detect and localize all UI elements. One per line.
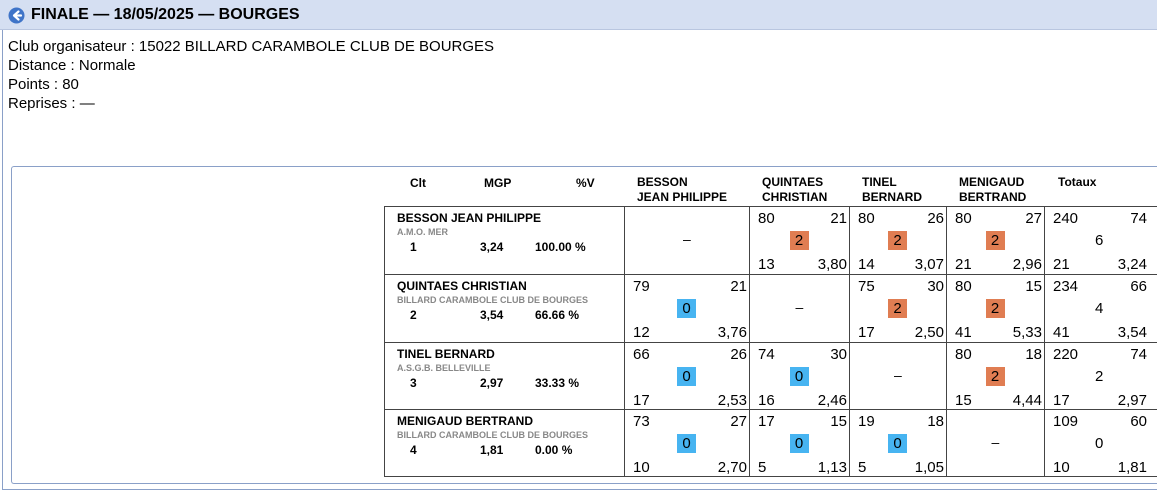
total-serie: 41 (1053, 324, 1070, 341)
cell-moyenne: 3,07 (914, 256, 944, 273)
grid-line (946, 206, 947, 477)
col-header-opponent (959, 175, 1026, 205)
cell-serie: 14 (858, 256, 875, 273)
cell-reprises: 30 (830, 346, 847, 363)
grid-line (749, 206, 750, 477)
grid-line (384, 476, 1157, 477)
cell-serie: 13 (758, 256, 775, 273)
player-mgp: 3,24 (480, 240, 504, 254)
total-moyenne: 3,54 (1117, 324, 1147, 341)
cell-reprises: 21 (830, 210, 847, 227)
competition-info (8, 37, 494, 113)
cell-moyenne: 1,05 (914, 459, 944, 476)
total-serie: 17 (1053, 392, 1070, 409)
total-moyenne: 2,97 (1117, 392, 1147, 409)
grid-line (849, 206, 850, 477)
match-points-badge: 2 (986, 367, 1005, 386)
player-clt: 2 (410, 308, 417, 322)
total-reprises: 74 (1130, 210, 1147, 227)
match-points-badge: 2 (888, 299, 907, 318)
cell-serie: 10 (633, 459, 650, 476)
cell-points: 80 (858, 210, 875, 227)
match-points-badge: 0 (677, 367, 696, 386)
cell-reprises: 21 (730, 278, 747, 295)
total-moyenne: 1,81 (1117, 459, 1147, 476)
cell-serie: 17 (633, 392, 650, 409)
grid-line (1044, 206, 1045, 477)
cell-moyenne: 4,44 (1012, 392, 1042, 409)
title-bar (0, 0, 1157, 30)
player-mgp: 3,54 (480, 308, 504, 322)
cell-moyenne: 2,46 (817, 392, 847, 409)
cell-moyenne: 1,13 (817, 459, 847, 476)
cell-moyenne: 5,33 (1012, 324, 1042, 341)
col-header-opponent (637, 175, 727, 205)
match-points-badge: 2 (986, 231, 1005, 250)
cell-reprises: 27 (1025, 210, 1042, 227)
cell-reprises: 18 (927, 413, 944, 430)
cell-reprises: 15 (1025, 278, 1042, 295)
player-name: QUINTAES CHRISTIAN (397, 279, 527, 293)
total-serie: 10 (1053, 459, 1070, 476)
total-match-points: 2 (1095, 368, 1104, 385)
points: Points : 80 (8, 76, 79, 93)
opponent-header-line2: BERNARD (862, 190, 922, 204)
cell-serie: 5 (758, 459, 767, 476)
opponent-header-line2: BERTRAND (959, 190, 1027, 204)
col-header-opponent (762, 175, 827, 205)
grid-line (624, 206, 625, 477)
opponent-header-line1: TINEL (862, 175, 897, 189)
total-points: 220 (1053, 346, 1079, 363)
cell-serie: 41 (955, 324, 972, 341)
col-header-opponent (862, 175, 922, 205)
total-match-points: 6 (1095, 232, 1104, 249)
player-name: MENIGAUD BERTRAND (397, 414, 533, 428)
player-pctv: 0.00 % (535, 443, 573, 457)
cell-serie: 16 (758, 392, 775, 409)
empty-cell-dash: – (991, 434, 1000, 450)
opponent-header-line1: QUINTAES (762, 175, 824, 189)
cell-serie: 15 (955, 392, 972, 409)
opponent-header-line1: BESSON (637, 175, 688, 189)
total-reprises: 74 (1130, 346, 1147, 363)
empty-cell-dash: – (683, 231, 691, 247)
player-pctv: 66.66 % (535, 308, 580, 322)
cell-reprises: 30 (927, 278, 944, 295)
cell-moyenne: 2,96 (1012, 256, 1042, 273)
player-name: TINEL BERNARD (397, 347, 495, 361)
total-points: 234 (1053, 278, 1079, 295)
match-points-badge: 2 (888, 231, 907, 250)
grid-line (384, 409, 1157, 410)
cell-points: 19 (858, 413, 875, 430)
reprises: Reprises : — (8, 95, 95, 112)
player-clt: 1 (410, 240, 417, 254)
player-clt: 3 (410, 376, 417, 390)
cell-points: 80 (955, 210, 972, 227)
player-name: BESSON JEAN PHILIPPE (397, 211, 542, 225)
cell-reprises: 18 (1025, 346, 1042, 363)
organizer-club: Club organisateur : 15022 BILLARD CARAMBOLE CLUB DE BOURGES (8, 38, 495, 55)
opponent-header-line2: CHRISTIAN (762, 190, 828, 204)
player-pctv: 100.00 % (535, 240, 586, 254)
cell-moyenne: 3,80 (817, 256, 847, 273)
cell-reprises: 26 (927, 210, 944, 227)
col-header-clt: Clt (410, 176, 426, 190)
col-header-mgp: MGP (484, 176, 512, 190)
match-points-badge: 2 (986, 299, 1005, 318)
cell-serie: 5 (858, 459, 867, 476)
cell-points: 66 (633, 346, 650, 363)
grid-line (384, 206, 385, 477)
cell-points: 79 (633, 278, 650, 295)
match-points-badge: 0 (677, 434, 696, 453)
total-points: 109 (1053, 413, 1079, 430)
player-mgp: 2,97 (480, 376, 504, 390)
col-header-totaux: Totaux (1058, 175, 1097, 189)
distance: Distance : Normale (8, 57, 136, 74)
match-points-badge: 0 (790, 434, 809, 453)
player-club: A.S.G.B. BELLEVILLE (397, 363, 491, 373)
cell-moyenne: 2,70 (717, 459, 747, 476)
grid-line (384, 342, 1157, 343)
cell-moyenne: 3,76 (717, 324, 747, 341)
player-clt: 4 (410, 443, 417, 457)
player-mgp: 1,81 (480, 443, 504, 457)
col-header-pctv: %V (576, 176, 595, 190)
page-title: FINALE — 18/05/2025 — BOURGES (31, 6, 300, 23)
cell-points: 17 (758, 413, 775, 430)
cell-points: 80 (955, 278, 972, 295)
total-points: 240 (1053, 210, 1079, 227)
match-points-badge: 0 (790, 367, 809, 386)
cell-serie: 21 (955, 256, 972, 273)
player-club: BILLARD CARAMBOLE CLUB DE BOURGES (397, 430, 588, 440)
cell-reprises: 15 (830, 413, 847, 430)
cell-reprises: 27 (730, 413, 747, 430)
cell-moyenne: 2,53 (717, 392, 747, 409)
opponent-header-line2: JEAN PHILIPPE (637, 190, 728, 204)
cell-points: 80 (955, 346, 972, 363)
match-points-badge: 0 (888, 434, 907, 453)
cell-points: 75 (858, 278, 875, 295)
total-reprises: 60 (1130, 413, 1147, 430)
cell-reprises: 26 (730, 346, 747, 363)
empty-cell-dash: – (795, 299, 804, 315)
cell-moyenne: 2,50 (914, 324, 944, 341)
total-match-points: 0 (1095, 435, 1104, 452)
player-club: A.M.O. MER (397, 227, 448, 237)
total-match-points: 4 (1095, 300, 1104, 317)
total-reprises: 66 (1130, 278, 1147, 295)
cell-points: 74 (758, 346, 775, 363)
cell-points: 80 (758, 210, 775, 227)
match-points-badge: 0 (677, 299, 696, 318)
grid-line (384, 206, 1157, 207)
cell-points: 73 (633, 413, 650, 430)
cell-serie: 17 (858, 324, 875, 341)
match-points-badge: 2 (790, 231, 809, 250)
total-moyenne: 3,24 (1117, 256, 1147, 273)
player-club: BILLARD CARAMBOLE CLUB DE BOURGES (397, 295, 588, 305)
empty-cell-dash: – (894, 367, 902, 383)
opponent-header-line1: MENIGAUD (959, 175, 1025, 189)
grid-line (384, 274, 1157, 275)
back-arrow-icon[interactable] (8, 7, 25, 24)
cell-serie: 12 (633, 324, 650, 341)
total-serie: 21 (1053, 256, 1070, 273)
player-pctv: 33.33 % (535, 376, 580, 390)
